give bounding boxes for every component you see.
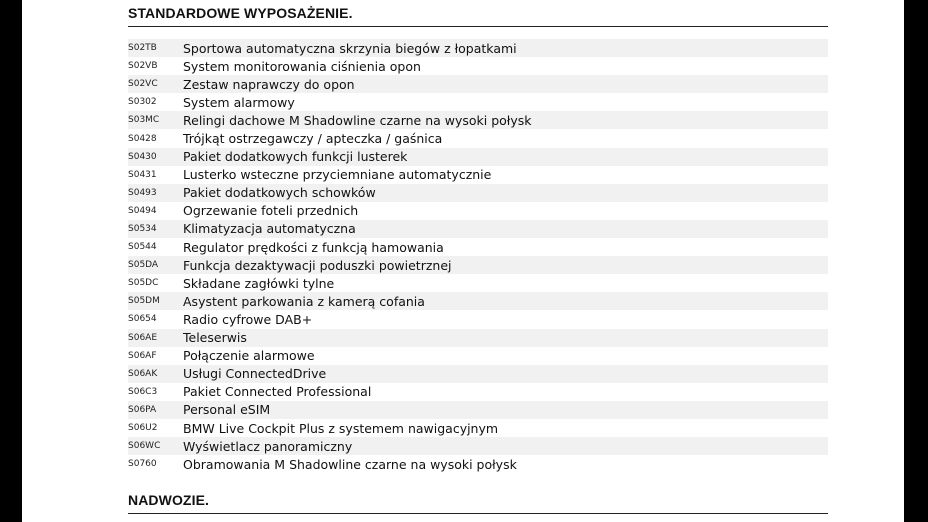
list-item — [128, 365, 828, 383]
option-description: Asystent parkowania z kamerą cofania — [183, 293, 425, 309]
option-description: BMW Live Cockpit Plus z systemem nawigacyjnym — [183, 420, 499, 436]
option-code: S02TB — [128, 43, 157, 54]
list-item — [128, 57, 828, 75]
option-description: Pakiet dodatkowych funkcji lusterek — [183, 149, 408, 165]
option-code: S05DA — [128, 260, 159, 271]
option-description: Pakiet Connected Professional — [183, 384, 372, 400]
list-item — [128, 274, 828, 292]
option-code: S06C3 — [128, 386, 158, 397]
option-code: S06AF — [128, 350, 157, 361]
list-item — [128, 39, 828, 57]
option-description: Zestaw naprawczy do opon — [183, 76, 355, 92]
option-description: Regulator prędkości z funkcją hamowania — [183, 239, 444, 255]
list-item — [128, 437, 828, 455]
option-code: S06AE — [128, 332, 158, 343]
option-code: S0534 — [128, 223, 157, 234]
option-code: S02VC — [128, 79, 158, 90]
option-code: S0654 — [128, 314, 157, 325]
option-code: S0544 — [128, 242, 157, 253]
option-code: S06U2 — [128, 423, 158, 434]
option-description: Połączenie alarmowe — [183, 348, 315, 364]
option-code: S05DC — [128, 278, 159, 289]
option-description: Klimatyzacja automatyczna — [183, 221, 356, 237]
list-item — [128, 347, 828, 365]
option-description: Składane zagłówki tylne — [183, 275, 335, 291]
option-description: Wyświetlacz panoramiczny — [183, 438, 353, 454]
section-title: NADWOZIE. — [128, 492, 828, 514]
option-code: S0760 — [128, 459, 157, 470]
option-code: S06WC — [128, 441, 161, 452]
list-item — [128, 184, 828, 202]
option-description: System alarmowy — [183, 94, 295, 110]
list-item — [128, 256, 828, 274]
option-description: Personal eSIM — [183, 402, 271, 418]
option-description: Pakiet dodatkowych schowków — [183, 185, 376, 201]
list-item — [128, 202, 828, 220]
section-body — [128, 492, 828, 514]
list-item — [128, 238, 828, 256]
list-item — [128, 166, 828, 184]
option-description: Lusterko wsteczne przyciemniane automatycznie — [183, 167, 492, 183]
list-item — [128, 111, 828, 129]
option-description: Sportowa automatyczna skrzynia biegów z łopatkami — [183, 40, 517, 56]
option-description: Obramowania M Shadowline czarne na wysoki połysk — [183, 456, 517, 472]
section-standard-equipment — [128, 5, 828, 27]
option-code: S02VB — [128, 61, 158, 72]
list-item — [128, 220, 828, 238]
option-description: Teleserwis — [183, 330, 247, 346]
option-description: Funkcja dezaktywacji poduszki powietrznej — [183, 257, 452, 273]
list-item — [128, 310, 828, 328]
equipment-list — [128, 39, 828, 473]
section-title: STANDARDOWE WYPOSAŻENIE. — [128, 5, 828, 27]
option-description: Relingi dachowe M Shadowline czarne na wysoki połysk — [183, 112, 532, 128]
list-item — [128, 401, 828, 419]
option-description: Radio cyfrowe DAB+ — [183, 311, 313, 327]
option-code: S0494 — [128, 205, 157, 216]
option-description: Usługi ConnectedDrive — [183, 366, 327, 382]
option-code: S0428 — [128, 133, 157, 144]
list-item — [128, 93, 828, 111]
list-item — [128, 292, 828, 310]
option-code: S0302 — [128, 97, 157, 108]
option-code: S0431 — [128, 169, 157, 180]
list-item — [128, 383, 828, 401]
option-description: Ogrzewanie foteli przednich — [183, 203, 359, 219]
list-item — [128, 75, 828, 93]
option-code: S03MC — [128, 115, 160, 126]
option-description: Trójkąt ostrzegawczy / apteczka / gaśnica — [183, 131, 443, 147]
option-code: S0430 — [128, 151, 157, 162]
option-code: S06PA — [128, 404, 157, 415]
list-item — [128, 148, 828, 166]
option-code: S06AK — [128, 368, 158, 379]
list-item — [128, 419, 828, 437]
option-description: System monitorowania ciśnienia opon — [183, 58, 421, 74]
list-item — [128, 329, 828, 347]
list-item — [128, 455, 828, 473]
option-code: S05DM — [128, 296, 160, 307]
document-page — [22, 0, 904, 522]
list-item — [128, 129, 828, 147]
option-code: S0493 — [128, 187, 157, 198]
